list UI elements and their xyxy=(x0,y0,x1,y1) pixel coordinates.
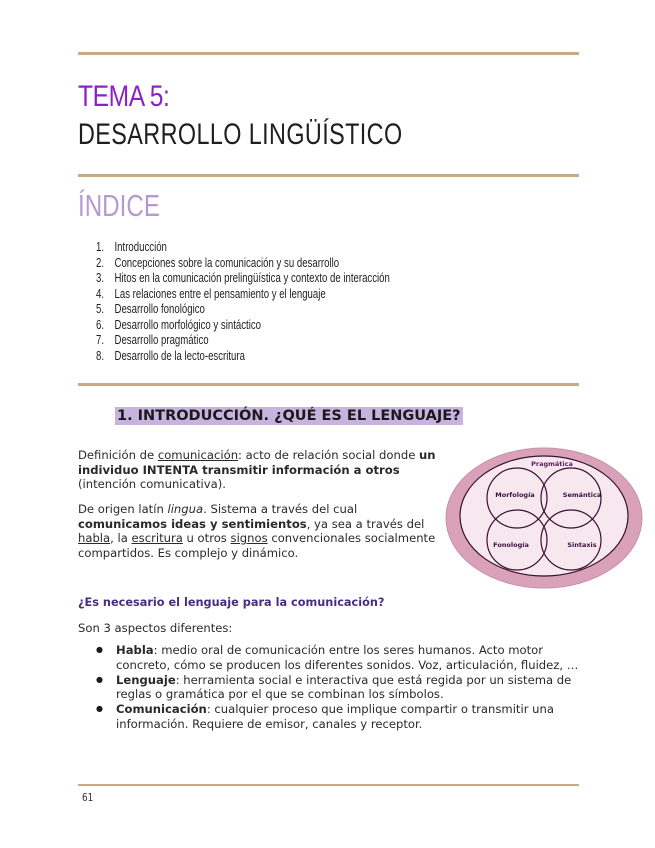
list-item xyxy=(96,673,586,702)
toc-item-label: Hitos en la comunicación prelingüística y contexto de interacción xyxy=(114,270,390,285)
toc-item-number: 7. xyxy=(96,332,105,347)
aspects-intro: Son 3 aspectos diferentes: xyxy=(78,621,233,635)
bold-phrase: comunicamos ideas y sentimientos xyxy=(78,516,307,531)
toc-item-number: 5. xyxy=(96,301,105,316)
toc-item-number: 6. xyxy=(96,316,105,332)
toc-item-number: 3. xyxy=(96,270,105,285)
underlined-term: comunicación xyxy=(157,448,239,462)
text-run: convencionales socialmente compartidos. Es complejo y dinámico. xyxy=(78,531,436,560)
toc-item-label: Concepciones sobre la comunicación y su desarrollo xyxy=(114,254,340,270)
text-run: , la xyxy=(110,531,132,546)
inner-ellipse xyxy=(460,456,628,576)
table-of-contents xyxy=(96,239,493,363)
toc-item-number: 4. xyxy=(96,285,105,301)
bullet-term: Lenguaje xyxy=(116,672,176,687)
toc-item[interactable] xyxy=(96,286,390,302)
label-pragmatica: Pragmática xyxy=(531,460,573,468)
text-run: , ya sea a través del xyxy=(306,516,425,531)
toc-item-label: Introducción xyxy=(114,239,167,254)
toc-item-label: Desarrollo morfológico y sintáctico xyxy=(114,316,261,332)
bullet-text: : medio oral de comunicación entre los seres humanos. Acto motor concreto, cómo se producen los diferentes sonidos. Voz, articulación, fluidez, … xyxy=(116,643,579,672)
underlined-term: escritura xyxy=(131,531,183,546)
label-semantica: Semántica xyxy=(562,491,602,499)
toc-item[interactable] xyxy=(96,301,390,317)
text-run: u otros xyxy=(182,531,231,546)
toc-item-label: Desarrollo fonológico xyxy=(114,301,205,316)
page-number: 61 xyxy=(82,791,94,804)
text-run: . Sistema a través del cual xyxy=(203,502,358,516)
text-run: (intención comunicativa). xyxy=(78,477,226,492)
text-run: De origen latín xyxy=(78,502,168,516)
toc-item[interactable] xyxy=(96,255,390,271)
toc-item[interactable] xyxy=(96,317,390,333)
bullet-term: Comunicación xyxy=(116,702,207,717)
toc-item-label: Desarrollo de la lecto-escritura xyxy=(114,347,245,363)
label-sintaxis: Sintaxis xyxy=(567,541,597,549)
toc-item[interactable] xyxy=(96,239,390,255)
toc-item-number: 8. xyxy=(96,347,105,363)
underlined-term: signos xyxy=(230,531,268,546)
label-fonologia: Fonología xyxy=(493,541,529,549)
index-heading: ÍNDICE xyxy=(78,188,160,223)
toc-item-number: 1. xyxy=(96,239,105,254)
underlined-term: habla xyxy=(78,531,111,546)
bullet-term: Habla xyxy=(116,643,154,657)
index-rule xyxy=(78,383,579,386)
aspects-list xyxy=(96,643,586,732)
bullet-text: : herramienta social e interactiva que está regida por un sistema de reglas o gramática por el que se combinan los símbolos. xyxy=(116,672,572,702)
toc-item-label: Desarrollo pragmático xyxy=(114,332,209,347)
list-item xyxy=(96,702,586,731)
title-rule xyxy=(78,174,579,177)
bold-phrase: un individuo INTENTA transmitir información a otros xyxy=(78,448,436,477)
toc-item[interactable] xyxy=(96,270,390,286)
top-rule xyxy=(78,52,579,55)
bullet-text: : cualquier proceso que implique compartir o transmitir una información. Requiere de emisor, canales y receptor. xyxy=(116,702,554,731)
label-morfologia: Morfología xyxy=(495,491,535,499)
toc-item[interactable] xyxy=(96,332,390,348)
question-heading: ¿Es necesario el lenguaje para la comunicación? xyxy=(78,596,385,609)
chapter-number: TEMA 5: xyxy=(78,80,170,113)
chapter-title: DESARROLLO LINGÜÍSTICO xyxy=(78,118,403,151)
text-run: : acto de relación social donde xyxy=(238,448,420,462)
origin-paragraph xyxy=(78,502,436,560)
toc-item-number: 2. xyxy=(96,254,105,270)
italic-term: lingua xyxy=(167,502,204,516)
text-run: Definición de xyxy=(78,448,158,462)
section-heading: 1. INTRODUCCIÓN. ¿QUÉ ES EL LENGUAJE? xyxy=(117,408,461,424)
list-item xyxy=(96,643,586,672)
toc-item-label: Las relaciones entre el pensamiento y el lenguaje xyxy=(114,285,326,301)
definition-paragraph xyxy=(78,448,436,492)
language-components-diagram xyxy=(445,446,645,590)
toc-item[interactable] xyxy=(96,348,390,364)
footer-rule xyxy=(78,784,579,786)
